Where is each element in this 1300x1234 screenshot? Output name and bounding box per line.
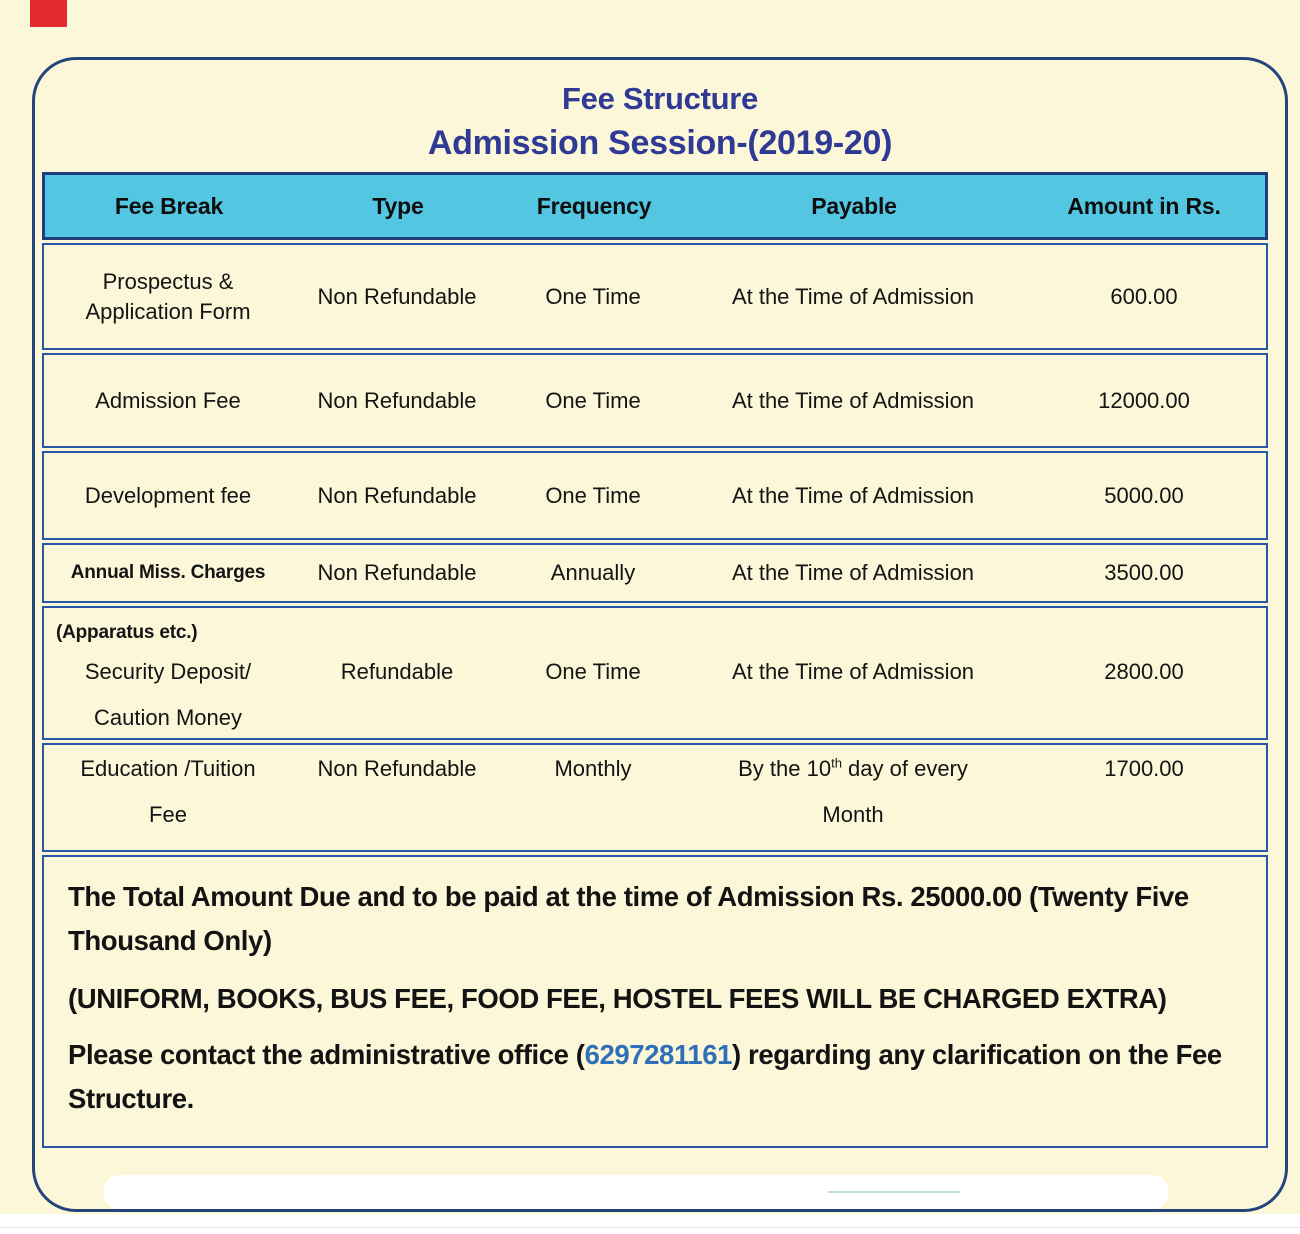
fee-structure-card — [32, 57, 1288, 1212]
cell-payable: By the 10th day of every Month — [738, 755, 968, 827]
red-corner-mark — [30, 0, 67, 27]
table-row-development-fee — [42, 451, 1268, 540]
cell-payable: At the Time of Admission — [731, 659, 975, 684]
cell-amount: 12000.00 — [1098, 387, 1190, 413]
contact-note: Please contact the administrative office (6297281161) regarding any clarification on the Fee Structure. — [68, 1039, 1222, 1114]
cell-frequency: One Time — [545, 659, 641, 684]
scan-whiteout-blob — [103, 1175, 1169, 1209]
cell-amount: 5000.00 — [1104, 482, 1184, 508]
cell-type: Refundable — [340, 659, 454, 684]
cell-amount: 2800.00 — [1104, 659, 1184, 684]
cell-fee-break: Education /Tuition Fee — [80, 756, 256, 827]
cell-frequency: One Time — [545, 387, 641, 413]
cell-type: Non Refundable — [317, 756, 477, 781]
page-title-line2: Admission Session-(2019-20) — [427, 124, 893, 162]
bottom-divider-line — [0, 1227, 1300, 1228]
page-title-line1: Fee Structure — [562, 81, 758, 116]
cell-type: Non Refundable — [317, 283, 477, 309]
table-row-admission-fee — [42, 353, 1268, 448]
cell-type: Non Refundable — [317, 482, 477, 508]
cell-frequency: One Time — [545, 283, 641, 309]
cell-payable: At the Time of Admission — [731, 283, 975, 309]
cell-frequency: One Time — [545, 482, 641, 508]
cell-payable: At the Time of Admission — [731, 387, 975, 413]
cell-payable: At the Time of Admission — [731, 560, 975, 585]
cell-fee-break: Prospectus & Application Form — [85, 268, 251, 324]
header-type: Type — [372, 192, 424, 219]
apparatus-note: (Apparatus etc.) — [56, 622, 198, 643]
footer-notes — [42, 855, 1268, 1148]
table-row-annual-misc-charges — [42, 543, 1268, 603]
table-row-prospectus — [42, 243, 1268, 350]
total-amount-note: The Total Amount Due and to be paid at the time of Admission Rs. 25000.00 (Twenty Five Thousand Only) — [68, 881, 1189, 956]
fee-table — [42, 172, 1268, 1148]
header-frequency: Frequency — [536, 192, 652, 219]
table-row-tuition-fee — [42, 743, 1268, 852]
cell-fee-break: Security Deposit/ Caution Money — [84, 659, 252, 730]
table-row-security-deposit — [42, 606, 1268, 740]
header-amount: Amount in Rs. — [1067, 192, 1221, 219]
page-title — [35, 60, 1285, 166]
cell-fee-break: Admission Fee — [95, 387, 241, 413]
cell-amount: 3500.00 — [1104, 560, 1184, 585]
extra-charges-note: (UNIFORM, BOOKS, BUS FEE, FOOD FEE, HOSTEL FEES WILL BE CHARGED EXTRA) — [68, 983, 1167, 1014]
ordinal-superscript: th — [831, 755, 842, 771]
cell-frequency: Annually — [550, 560, 636, 585]
scan-artifact-line — [828, 1191, 960, 1193]
bottom-white-strip — [0, 1214, 1300, 1234]
cell-type: Non Refundable — [317, 560, 477, 585]
header-fee-break: Fee Break — [114, 192, 224, 219]
cell-amount: 1700.00 — [1104, 756, 1184, 781]
table-header-row — [42, 172, 1268, 240]
phone-number-link[interactable]: 6297281161 — [584, 1039, 733, 1070]
cell-amount: 600.00 — [1110, 283, 1178, 309]
cell-frequency: Monthly — [554, 756, 632, 781]
cell-fee-break: Development fee — [84, 482, 252, 508]
cell-fee-break: Annual Miss. Charges — [70, 562, 266, 583]
header-payable: Payable — [811, 192, 897, 219]
cell-payable: At the Time of Admission — [731, 482, 975, 508]
cell-type: Non Refundable — [317, 387, 477, 413]
